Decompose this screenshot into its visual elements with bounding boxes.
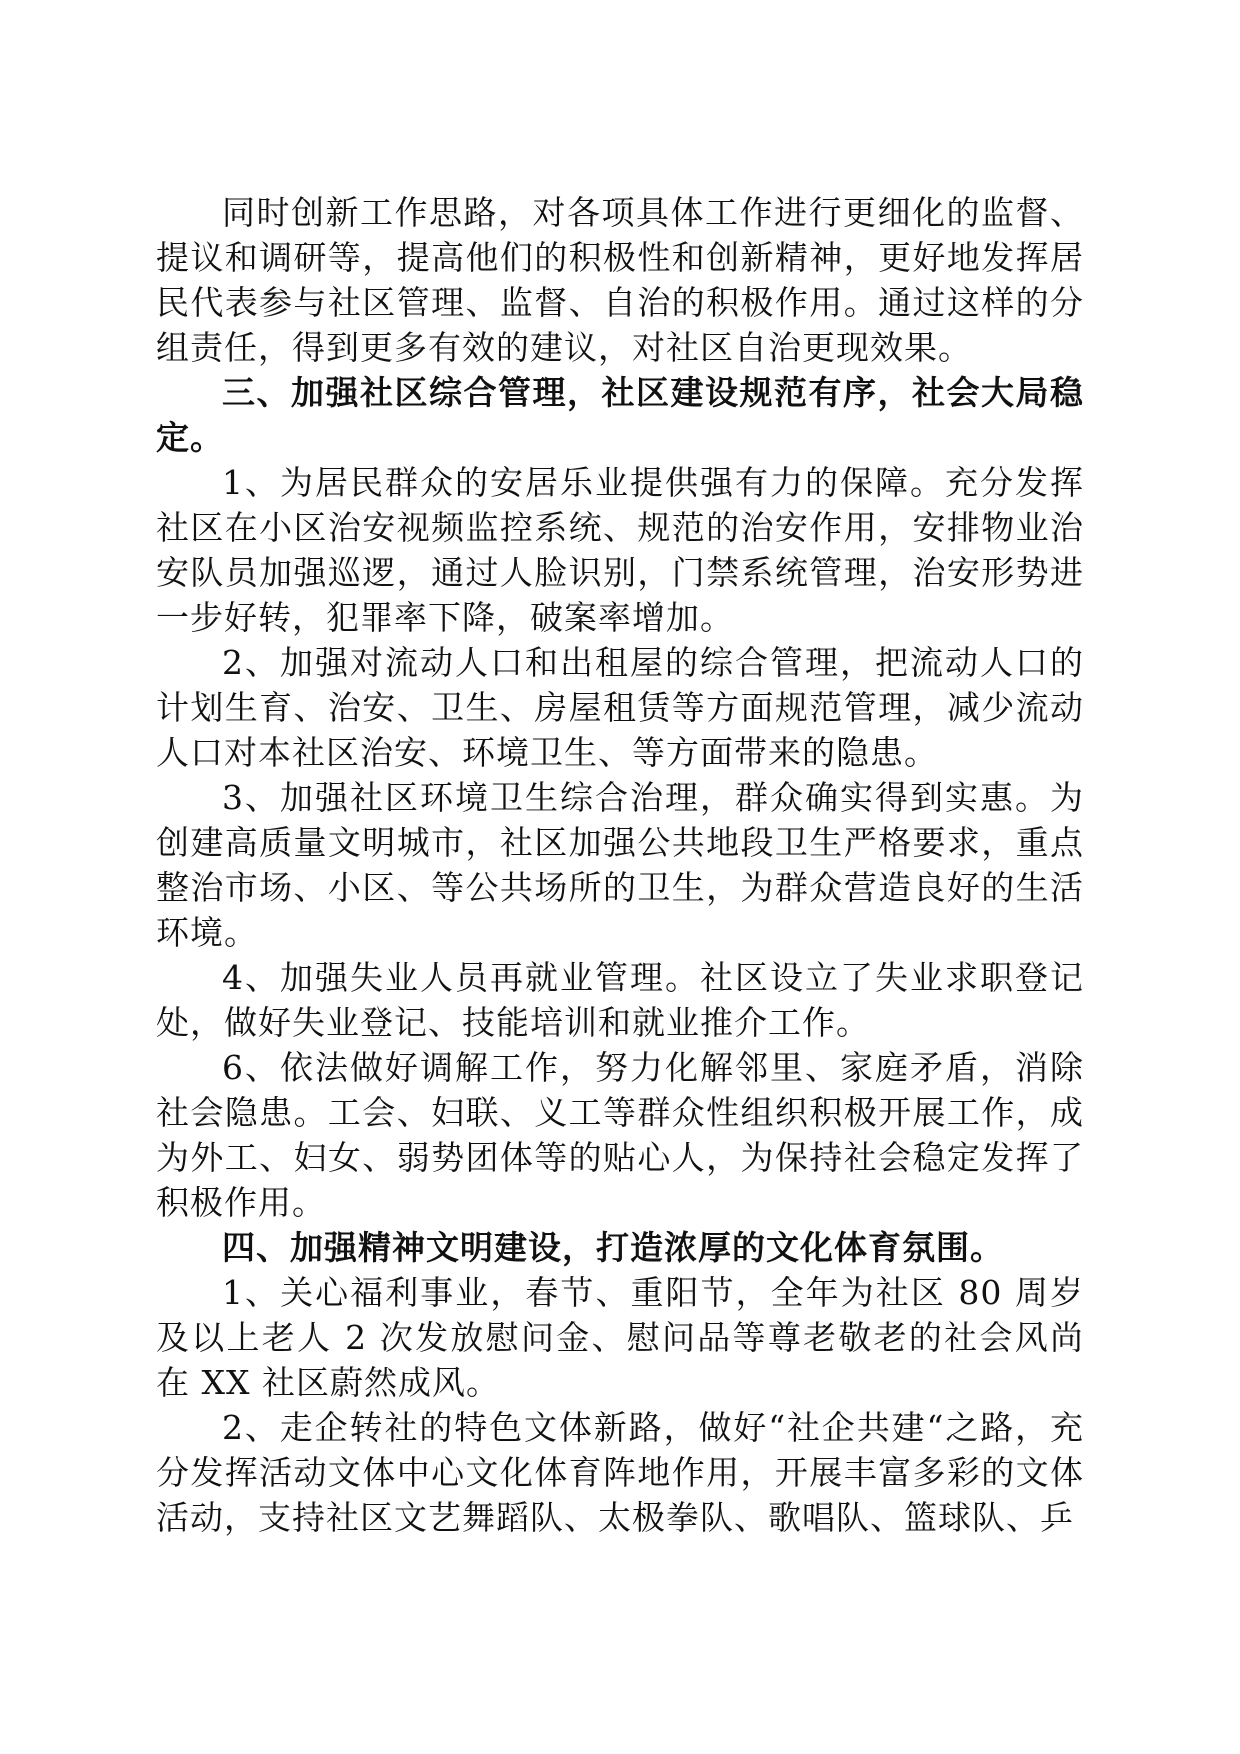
paragraph-mediation: 6、依法做好调解工作，努力化解邻里、家庭矛盾，消除社会隐患。工会、妇联、义工等群众性组织积极开展工作，成为外工、妇女、弱势团体等的贴心人，为保持社会稳定发挥了积极作用。	[156, 1048, 1084, 1222]
section-heading-four: 四、加强精神文明建设，打造浓厚的文化体育氛围。	[222, 1228, 1004, 1267]
paragraph-welfare: 1、关心福利事业，春节、重阳节，全年为社区 80 周岁及以上老人 2 次发放慰问金、慰问品等尊老敬老的社会风尚在 XX 社区蔚然成风。	[156, 1273, 1084, 1402]
paragraph-environment: 3、加强社区环境卫生综合治理，群众确实得到实惠。为创建高质量文明城市，社区加强公共地段卫生严格要求，重点整治市场、小区、等公共场所的卫生，为群众营造良好的生活环境。	[156, 778, 1084, 952]
paragraph-security: 1、为居民群众的安居乐业提供强有力的保障。充分发挥社区在小区治安视频监控系统、规范的治安作用，安排物业治安队员加强巡逻，通过人脸识别，门禁系统管理，治安形势进一步好转，犯罪率下降，破案率增加。	[156, 463, 1084, 637]
section-heading-three: 三、加强社区综合管理，社区建设规范有序，社会大局稳定。	[156, 373, 1084, 457]
paragraph-floating-population: 2、加强对流动人口和出租屋的综合管理，把流动人口的计划生育、治安、卫生、房屋租赁等方面规范管理，减少流动人口对本社区治安、环境卫生、等方面带来的隐患。	[156, 643, 1084, 772]
paragraph-culture-sports: 2、走企转社的特色文体新路，做好“社企共建“之路，充分发挥活动文体中心文化体育阵地作用，开展丰富多彩的文体活动，支持社区文艺舞蹈队、太极拳队、歌唱队、篮球队、乒	[156, 1408, 1084, 1537]
paragraph-reemployment: 4、加强失业人员再就业管理。社区设立了失业求职登记处，做好失业登记、技能培训和就业推介工作。	[156, 958, 1084, 1042]
paragraph-continuation: 同时创新工作思路，对各项具体工作进行更细化的监督、提议和调研等，提高他们的积极性和创新精神，更好地发挥居民代表参与社区管理、监督、自治的积极作用。通过这样的分组责任，得到更多有效的建议，对社区自治更现效果。	[156, 193, 1084, 367]
document-body	[156, 190, 1084, 1540]
